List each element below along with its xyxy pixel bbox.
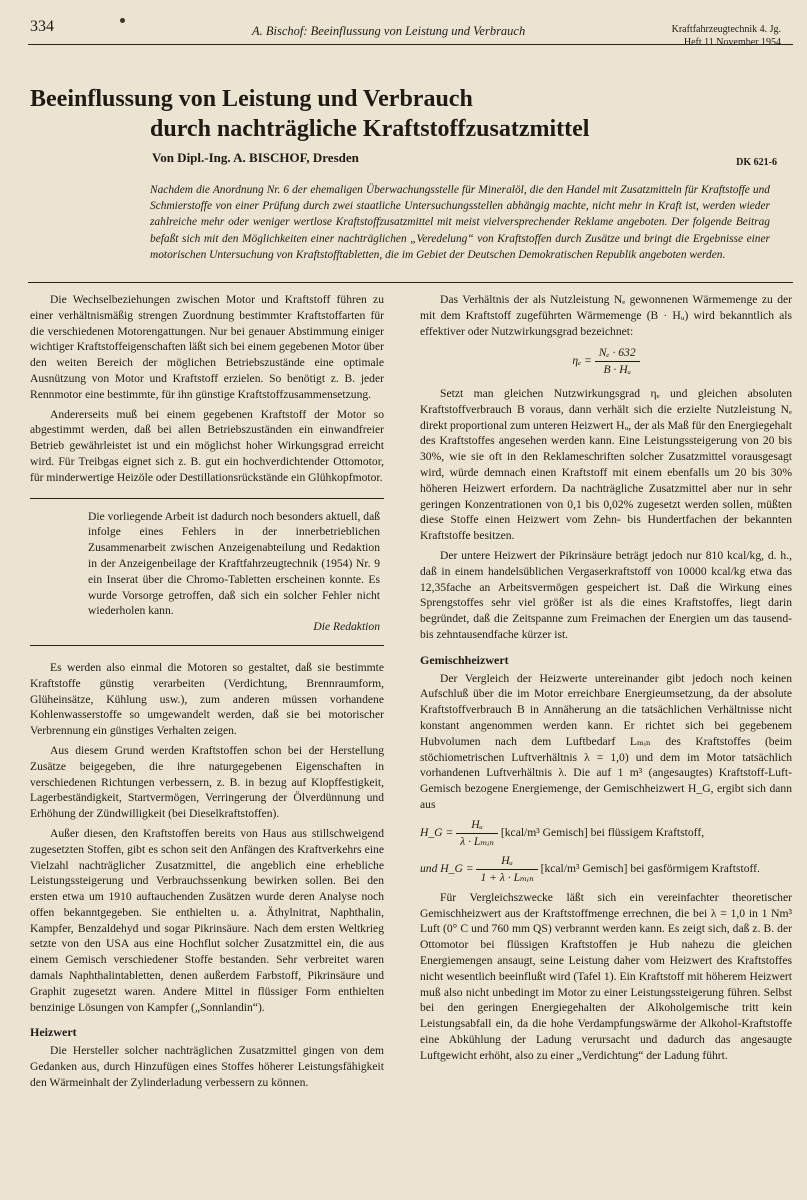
paragraph: Setzt man gleichen Nutzwirkungsgrad ηₑ und gleichen absoluten Kraftstoffverbrauch B voraus, dann verhält sich die erzielte Nutzleistung Nₑ direkt proportional zum unteren Heizwert Hᵤ, der als Maß für den Energiegehalt des Kraftstoffes angesehen werden kann. Eine Leistungssteigerung von 20 bis 30%, wie sie oft in den Reklameschriften solcher Zusatzmittel vorausgesagt wird, würde demnach einen Kraftstoff mit einem ebenfalls um 20 bis 30% höheren Heizwert erfordern. Da nachträgliche Zusatzmittel aber nur in sehr geringen Konzentrationen von 0,1 bis 0,02% zugesetzt werden sollen, müßten diese Stoffe einen Heizwert vom Zehn- bis Hundertfachen der bekannten Kraftstoffe besitzen. [420, 386, 792, 543]
formula-unit: [kcal/m³ Gemisch] bei flüssigem Kraftstoff, [500, 825, 705, 839]
formula-numerator: Nₑ · 632 [595, 345, 640, 362]
formula-lhs: H_G = [420, 825, 454, 839]
editorial-signature: Die Redaktion [313, 620, 380, 634]
formula-fraction [595, 345, 640, 378]
paper-speck [120, 18, 125, 23]
mixture-formula-gaseous [420, 853, 792, 886]
paragraph: Außer diesen, den Kraftstoffen bereits von Haus aus stillschweigend zugesetzten Stoffen, gibt es schon seit den Anfängen des Kraftverkehrs eine Vielzahl nachträglicher Zusatzmittel, die angeblich eine erhebliche Leistungssteigerung und Verbrauchssenkung bewirken sollen. Bei den ersten etwa um 1910 auftauchenden Zusätzen wurde deren Analyse noch offen bekanntgegeben. Sie enthielten u. a. Äthylnitrat, Naphthalin, Kampfer, Benzaldehyd und sogar Pikrinsäure. Nach dem ersten Weltkrieg setzte von den USA aus eine Hochflut solcher Zusatzmittel ein, die aus einem Gemisch verschiedener Stoffe bestanden. Sehr verbreitet waren damals Naphthalintabletten, denen außerdem Farbstoff, Pikrinsäure und Graphit zugesetzt waren. Andere Mittel in flüssiger Form enthielten benzinige Lösungen von Kampfer („Sonnlandin“). [30, 826, 384, 1014]
dk-classification: DK 621-6 [736, 157, 777, 168]
formula-denominator: B · Hᵤ [603, 363, 631, 377]
formula-fraction [456, 817, 498, 850]
formula-numerator: Hᵤ [456, 817, 498, 834]
header-rule [28, 44, 793, 45]
formula-lhs: und H_G = [420, 862, 474, 876]
right-column [420, 292, 792, 1064]
formula-denominator: λ · Lₘᵢₙ [460, 834, 494, 848]
paragraph: Es werden also einmal die Motoren so gestaltet, daß sie bestimmte Kraftstoffe günstig verarbeiten (Verdichtung, Brennraumform, Glüheinsätze, Kühlung usw.), zum anderen müssen vorhandene Kohlenwasserstoffe so umgewandelt werden, daß sie bei motorischer Verbrennung ein günstiges Verhalten zeigen. [30, 660, 384, 738]
section-heading-gemischheizwert: Gemischheizwert [420, 652, 509, 667]
efficiency-formula [420, 345, 792, 378]
paragraph: Die Hersteller solcher nachträglichen Zusatzmittel gingen von dem Gedanken aus, durch Hinzufügen eines Stoffes höherer Leistungsfähigkeit den Wärmeinhalt der Zylinderladung verbessern zu können. [30, 1044, 384, 1089]
paragraph: Die Wechselbeziehungen zwischen Motor und Kraftstoff führen zu einer verhältnismäßig strengen Zuordnung bestimmter Kraftstoffarten für die verschiedenen Motorengattungen. Nur bei genauer Abstimmung einiger wichtiger Kraftstoffeigenschaften läßt sich bei einem gegebenen Motor über den weiten Bereich der möglichen Betriebszustände eine optimale Ausnützung von Motor und Kraftstoff erzielen. So benötigt z. B. jeder Rennmotor eine bestimmte, für ihn günstige Kraftstoffzusammensetzung. [30, 293, 384, 401]
paragraph: Der untere Heizwert der Pikrinsäure beträgt jedoch nur 810 kcal/kg, d. h., daß in einem handelsüblichen Vergaserkraftstoff von 10000 kcal/kg etwa das 12,35fache an Arbeitsvermögen gespeichert ist. Daß die Wirkung eines Sprengstoffes sehr viel größer ist als die eines Kraftstoffes, liegt darin begründet, daß die Zeitspanne zum Freimachen der Energien um das tausend- bis zehntausendfache kürzer ist. [420, 548, 792, 641]
abstract: Nachdem die Anordnung Nr. 6 der ehemaligen Überwachungsstelle für Mineralöl, die den Handel mit Zusatzmitteln für Kraftstoffe und Schmierstoffe von einer Prüfung durch zwei staatliche Untersuchungsstellen abhängig machte, nicht mehr in Kraft ist, werden wieder zahlreiche mehr oder weniger wertlose Kraftstoffzusatzmittel mit meist vielversprechender Reklame angeboten. Der folgende Beitrag befaßt sich mit den Möglichkeiten einer nachträglichen „Veredelung“ von Kraftstoffen durch Zusätze und bringt die Ergebnisse einer motorischen Untersuchung von Kraftstofftabletten, die im Gebiet der Deutschen Demokratischen Republik angeboten werden. [150, 184, 770, 261]
section-heading-heizwert: Heizwert [30, 1025, 77, 1040]
paragraph: Für Vergleichszwecke läßt sich ein vereinfachter theoretischer Gemischheizwert aus der Kraftstoffmenge errechnen, die bei λ = 1,0 in 1 Nm³ Luft (0° C und 760 mm QS) verbrannt werden kann. Es zeigt sich, daß z. B. der Ottomotor bei flüssigen Kraftstoffen je Hub nahezu die gleichen Energiemengen ansaugt, seine Leistung daher vom Heizwert des Kraftstoffes nicht wesentlich beeinflußt wird (Tafel 1). Ein Kraftstoff mit höherem Heizwert muß also nicht unbedingt im Motor zu einer Leistungssteigerung führen. Selbst bei den geringen Energiegehalten der Alkoholgemische tritt kein Leistungsabfall ein, da die hohe Verdampfungswärme der Alkohol-Kraftstoffe eine Abkühlung der Ladung verursacht und dadurch das angesaugte Luftgewicht erhöht, also zu einer „Verdichtung“ der Ladung führt. [420, 890, 792, 1062]
formula-numerator: Hᵤ [476, 853, 537, 870]
running-title: A. Bischof: Beeinflussung von Leistung und Verbrauch [252, 24, 526, 38]
formula-fraction [476, 853, 537, 886]
formula-unit: [kcal/m³ Gemisch] bei gasförmigem Kraftstoff. [540, 862, 760, 876]
left-column [30, 292, 384, 1091]
article-title-line-2: durch nachträgliche Kraftstoffzusatzmittel [150, 116, 590, 142]
formula-denominator: 1 + λ · Lₘᵢₙ [480, 871, 534, 885]
editorial-note-text: Die vorliegende Arbeit ist dadurch noch besonders aktuell, daß infolge eines Fehlers in der innerbetrieblichen Zusammenarbeit zwischen Anzeigenabteilung und Redaktion in der Anzeigenbeilage der Kraftfahrzeugtechnik (1954) Nr. 9 ein Inserat über die Chromo-Tabletten erscheinen konnte. Es wurde Vorsorge getroffen, daß sich ein solcher Fehler nicht wiederholen kann. [88, 509, 381, 618]
abstract-rule [28, 282, 793, 283]
formula-lhs: ηₑ = [572, 354, 592, 368]
journal-name: Kraftfahrzeugtechnik 4. Jg. [671, 24, 781, 35]
running-header [30, 18, 787, 48]
paragraph: Der Vergleich der Heizwerte untereinander gibt jedoch noch keinen Aufschluß über die im Motor erreichbare Energieumsetzung, da der absolute Kraftstoffverbrauch B in Annäherung an die tatsächlichen Verhältnisse nicht konstant angenommen werden kann. Er richtet sich bei gegebenem Hubvolumen nach dem Luftbedarf Lₘᵢₙ des Kraftstoffes (beim stöchiometrischen Luftverhältnis λ = 1,0) und dem im Motor tatsächlich vorhandenen Luftverhältnis λ. Die auf 1 m³ (angesaugtes) Kraftstoff-Luft-Gemisch bezogene Energiemenge, der Gemischheizwert H_G, ergibt sich dann aus [420, 671, 792, 811]
page-number: 334 [30, 18, 54, 35]
paragraph: Andererseits muß bei einem gegebenen Kraftstoff der Motor so abgestimmt werden, daß bei allen Betriebszuständen ein einwandfreier Betrieb gewährleistet ist und ein möglichst hoher Wirkungsgrad erreicht wird. Für Treibgas eignet sich z. B. gut ein hochverdichtender Ottomotor, für minderwertige Heizöle oder Destillationsrückstände ein Glühkopfmotor. [30, 407, 384, 484]
journal-issue: Heft 11 November 1954 [683, 37, 781, 48]
author-line: Von Dipl.-Ing. A. BISCHOF, Dresden [152, 150, 359, 165]
article-title-line-1: Beeinflussung von Leistung und Verbrauch [30, 86, 473, 112]
editorial-note [30, 498, 384, 646]
paragraph: Das Verhältnis der als Nutzleistung Nₑ gewonnenen Wärmemenge zu der mit dem Kraftstoff zugeführten Wärmemenge (B · Hᵤ) wird bekanntlich als effektiver oder Nutzwirkungsgrad bezeichnet: [420, 293, 792, 338]
mixture-formula-liquid [420, 817, 792, 850]
paragraph: Aus diesem Grund werden Kraftstoffen schon bei der Herstellung Zusätze beigegeben, die ihre naturgegebenen Eigenschaften in verschiedenen Richtungen verbessern, z. B. in bezug auf Klopffestigkeit, Lagerbeständigkeit, Startvermögen, Verringerung der Ölverdünnung und Erhöhung der Zündwilligkeit (bei Dieselkraftstoffen). [30, 743, 384, 821]
